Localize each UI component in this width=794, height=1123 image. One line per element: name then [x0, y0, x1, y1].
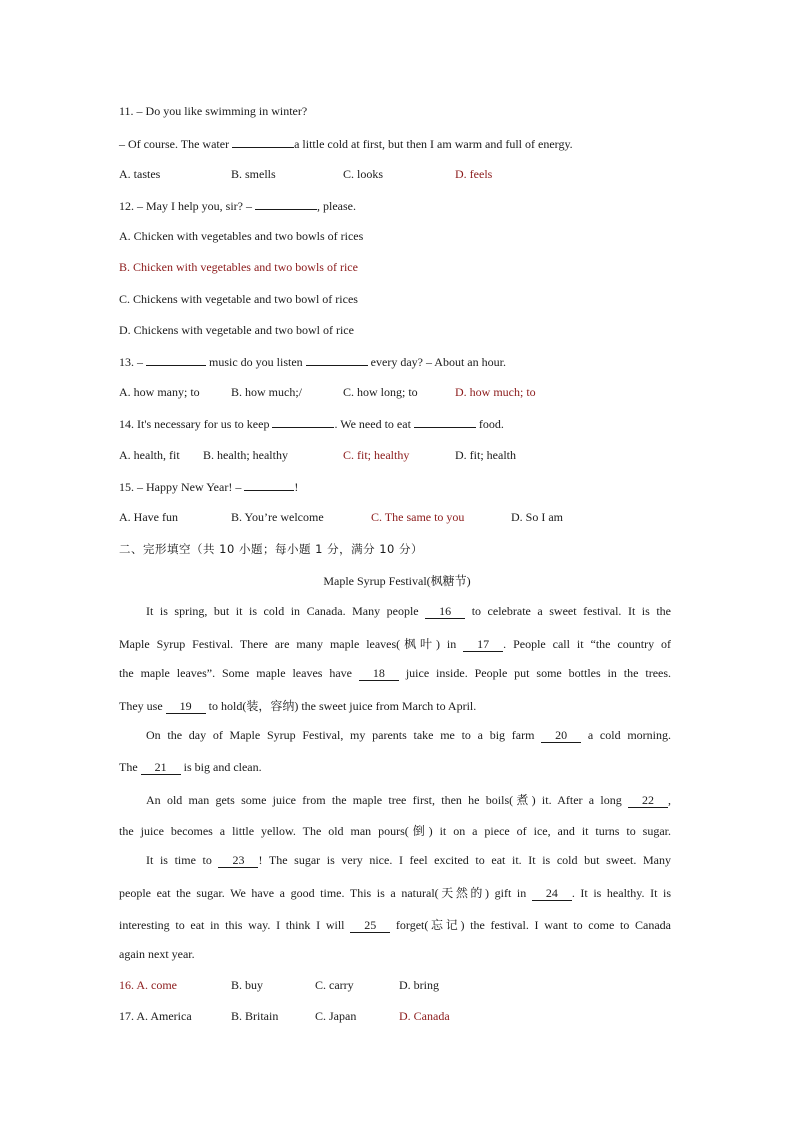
- passage-text: It is time to: [146, 853, 219, 867]
- q15-blank: [244, 479, 294, 491]
- q16-option-a-answer: 16. A. come: [119, 978, 177, 992]
- q11-reply-post: a little cold at first, but then I am warm and full of energy.: [294, 137, 573, 151]
- q17-option-c: C. Japan: [315, 1009, 357, 1023]
- passage-line-11: [119, 916, 671, 933]
- q12-stem-post: , please.: [316, 199, 356, 213]
- q11-blank: [232, 136, 294, 148]
- q16-option-d: D. bring: [399, 978, 439, 992]
- passage-text: On the day of Maple Syrup Festival, my parents take me to a big farm: [146, 728, 542, 742]
- q11-reply: [119, 136, 573, 152]
- q14-blank-1: [272, 416, 334, 428]
- passage-line-2: [119, 635, 671, 652]
- q14-stem-pre: 14. It's necessary for us to keep: [119, 417, 273, 431]
- passage-line-4: [119, 697, 671, 714]
- q13-option-a: A. how many; to: [119, 385, 200, 399]
- q13-stem-pre: 13. –: [119, 355, 146, 369]
- q16-options: [119, 978, 679, 994]
- q17-option-d-answer: D. Canada: [399, 1009, 450, 1023]
- q12-stem: [119, 198, 356, 214]
- q15-option-a: A. Have fun: [119, 510, 178, 524]
- blank-16: 16: [425, 605, 465, 619]
- passage-text: They use: [119, 699, 166, 713]
- passage-line-12: again next year.: [119, 947, 195, 961]
- passage-text: The: [119, 760, 141, 774]
- blank-18: 18: [359, 667, 399, 681]
- q11-option-a: A. tastes: [119, 167, 161, 181]
- q17-options: [119, 1009, 679, 1025]
- q13-option-d-answer: D. how much; to: [455, 385, 536, 399]
- q15-stem: [119, 479, 298, 495]
- q12-option-a: A. Chicken with vegetables and two bowls of rices: [119, 229, 364, 243]
- q13-stem-mid: music do you listen: [206, 355, 306, 369]
- q12-blank: [255, 198, 317, 210]
- q14-stem-mid: . We need to eat: [334, 417, 414, 431]
- passage-text: It is spring, but it is cold in Canada. Many people: [146, 604, 426, 618]
- q13-blank-1: [146, 354, 206, 366]
- passage-text: people eat the sugar. We have a good time. This is a natural(天然的) gift in: [119, 886, 532, 900]
- q14-option-d: D. fit; health: [455, 448, 516, 462]
- q16-option-c: C. carry: [315, 978, 354, 992]
- q13-options: [119, 385, 679, 401]
- passage-title: Maple Syrup Festival(枫糖节): [323, 574, 471, 588]
- passage-text: is big and clean.: [180, 760, 262, 774]
- passage-text: . It is healthy. It is: [571, 886, 671, 900]
- passage-line-5: [119, 728, 671, 743]
- passage-text: ! The sugar is very nice. I feel excited to eat it. It is cold but sweet. Many: [258, 853, 672, 867]
- q12-stem-pre: 12. – May I help you, sir? –: [119, 199, 255, 213]
- q14-options: [119, 448, 679, 464]
- passage-text: juice inside. People put some bottles in the trees.: [398, 666, 672, 680]
- q11-options: [119, 167, 679, 183]
- passage-line-10: [119, 884, 671, 901]
- q13-blank-2: [306, 354, 368, 366]
- passage-text: interesting to eat in this way. I think I will: [119, 918, 351, 932]
- q14-blank-2: [414, 416, 476, 428]
- q11-option-d-answer: D. feels: [455, 167, 493, 181]
- blank-23: 23: [218, 854, 258, 868]
- q13-stem-post: every day? – About an hour.: [367, 355, 506, 369]
- blank-24: 24: [532, 887, 572, 901]
- q15-options: [119, 510, 679, 526]
- q12-option-c: C. Chickens with vegetable and two bowl of rices: [119, 292, 358, 306]
- blank-19: 19: [166, 700, 206, 714]
- q17-option-a: 17. A. America: [119, 1009, 192, 1023]
- q14-option-c-answer: C. fit; healthy: [343, 448, 410, 462]
- passage-line-1: [119, 604, 671, 619]
- q11-option-b: B. smells: [231, 167, 276, 181]
- q15-option-c-answer: C. The same to you: [371, 510, 465, 524]
- q15-stem-pre: 15. – Happy New Year! –: [119, 480, 245, 494]
- q11-option-c: C. looks: [343, 167, 384, 181]
- q15-option-d: D. So I am: [511, 510, 563, 524]
- q14-option-a: A. health, fit: [119, 448, 180, 462]
- passage-line-7: [119, 791, 671, 808]
- blank-20: 20: [541, 729, 581, 743]
- passage-text: the maple leaves”. Some maple leaves have: [119, 666, 359, 680]
- passage-line-9: [119, 853, 671, 868]
- section-heading: 二、完形填空（共 10 小题；每小题 1 分，满分 10 分）: [119, 542, 424, 556]
- q13-option-c: C. how long; to: [343, 385, 418, 399]
- q12-option-d: D. Chickens with vegetable and two bowl of rice: [119, 323, 354, 337]
- passage-line-6: [119, 760, 671, 775]
- q16-option-b: B. buy: [231, 978, 264, 992]
- passage-text: forget(忘记) the festival. I want to come to Canada: [390, 918, 672, 932]
- blank-21: 21: [141, 761, 181, 775]
- passage-text: ,: [668, 793, 671, 807]
- q15-option-b: B. You’re welcome: [231, 510, 324, 524]
- q11-reply-pre: – Of course. The water: [119, 137, 233, 151]
- passage-line-3: [119, 666, 671, 681]
- passage-text: An old man gets some juice from the maple tree first, then he boils(煮) it. After a long: [146, 793, 628, 807]
- q12-option-b-answer: B. Chicken with vegetables and two bowls of rice: [119, 260, 358, 274]
- blank-25: 25: [350, 919, 390, 933]
- passage-text: to celebrate a sweet festival. It is the: [465, 604, 671, 618]
- passage-text: . People call it “the country of: [503, 637, 671, 651]
- q17-option-b: B. Britain: [231, 1009, 279, 1023]
- q14-stem: [119, 416, 504, 432]
- q11-stem: 11. – Do you like swimming in winter?: [119, 104, 308, 118]
- passage-text: to hold(装，容纳) the sweet juice from March to April.: [205, 699, 477, 713]
- q15-stem-post: !: [294, 480, 299, 494]
- passage-text: Maple Syrup Festival. There are many maple leaves(枫叶) in: [119, 637, 464, 651]
- blank-22: 22: [628, 794, 668, 808]
- passage-line-8: the juice becomes a little yellow. The old man pours(倒) it on a piece of ice, and it turns to sugar.: [119, 824, 671, 838]
- q14-stem-post: food.: [475, 417, 504, 431]
- blank-17: 17: [463, 638, 503, 652]
- q13-stem: [119, 354, 506, 370]
- q14-option-b: B. health; healthy: [203, 448, 288, 462]
- q13-option-b: B. how much;/: [231, 385, 302, 399]
- passage-text: a cold morning.: [581, 728, 671, 742]
